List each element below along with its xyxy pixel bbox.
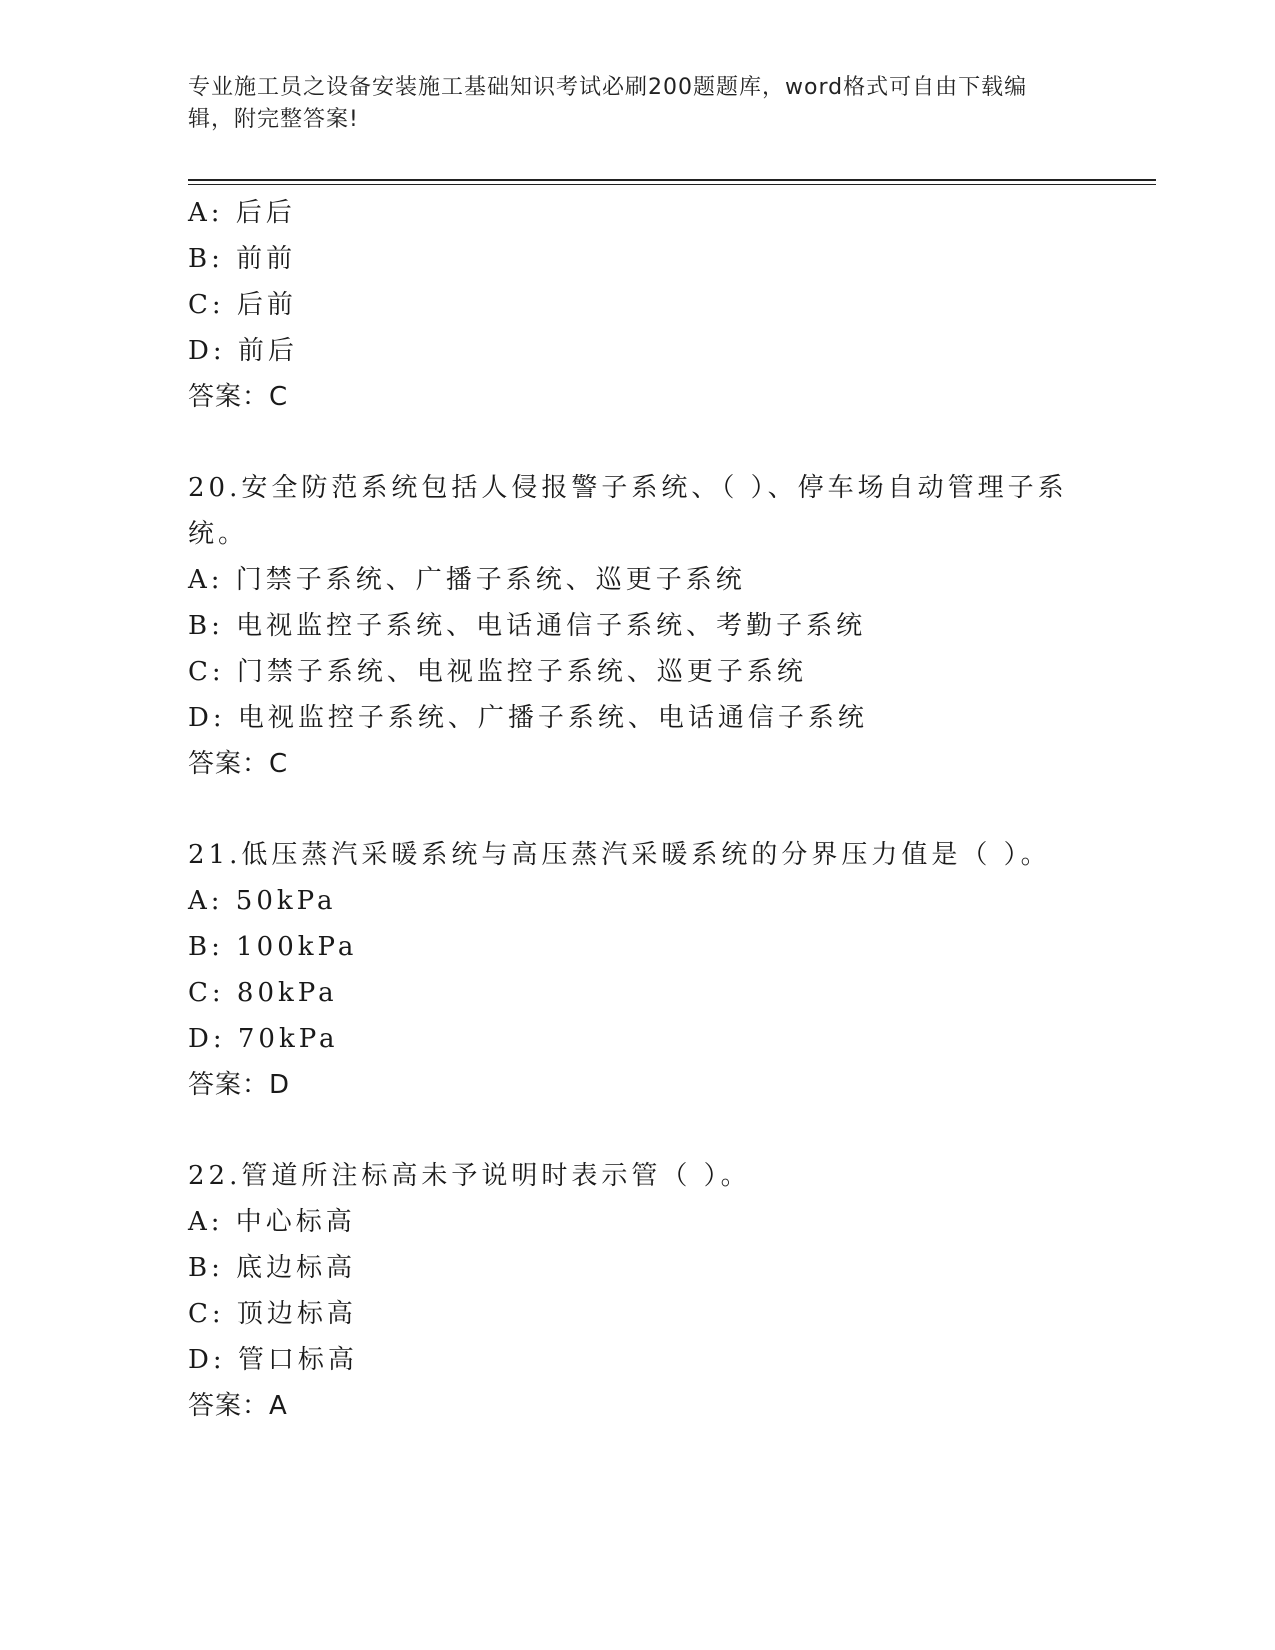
option-c: C: 后前 [188, 290, 297, 320]
option-b: B: 100kPa [188, 932, 358, 962]
option-a: A: 后后 [188, 198, 296, 228]
option-a: A: 门禁子系统、广播子系统、巡更子系统 [188, 565, 746, 595]
option-b: B: 底边标高 [188, 1253, 357, 1283]
option-b: B: 电视监控子系统、电话通信子系统、考勤子系统 [188, 611, 867, 641]
question-20 [188, 465, 1088, 787]
option-c: C: 80kPa [188, 978, 338, 1008]
header-rule-thick [188, 179, 1156, 181]
question-stem: 20.安全防范系统包括人侵报警子系统、（ ）、停车场自动管理子系统。 [188, 473, 1068, 549]
answer-line: 答案：A [188, 1391, 288, 1421]
question-stem: 21.低压蒸汽采暖系统与高压蒸汽采暖系统的分界压力值是（ ）。 [188, 840, 1051, 870]
document-header: 专业施工员之设备安装施工基础知识考试必刷200题题库，word格式可自由下载编辑，附完整答案! [188, 75, 1028, 132]
option-d: D: 管口标高 [188, 1345, 358, 1375]
option-d: D: 前后 [188, 336, 298, 366]
question-21 [188, 832, 1088, 1108]
option-c: C: 门禁子系统、电视监控子系统、巡更子系统 [188, 657, 807, 687]
question-list [188, 190, 1088, 1429]
header-rule-thin [188, 184, 1156, 185]
answer-line: 答案：D [188, 1070, 291, 1100]
question-stem: 22.管道所注标高未予说明时表示管（ ）。 [188, 1161, 751, 1191]
option-d: D: 电视监控子系统、广播子系统、电话通信子系统 [188, 703, 868, 733]
option-a: A: 中心标高 [188, 1207, 356, 1237]
answer-line: 答案：C [188, 749, 289, 779]
option-d: D: 70kPa [188, 1024, 339, 1054]
question-22 [188, 1153, 1088, 1429]
answer-line: 答案：C [188, 382, 289, 412]
question-19-partial [188, 190, 1088, 420]
option-b: B: 前前 [188, 244, 297, 274]
option-c: C: 顶边标高 [188, 1299, 357, 1329]
option-a: A: 50kPa [188, 886, 337, 916]
